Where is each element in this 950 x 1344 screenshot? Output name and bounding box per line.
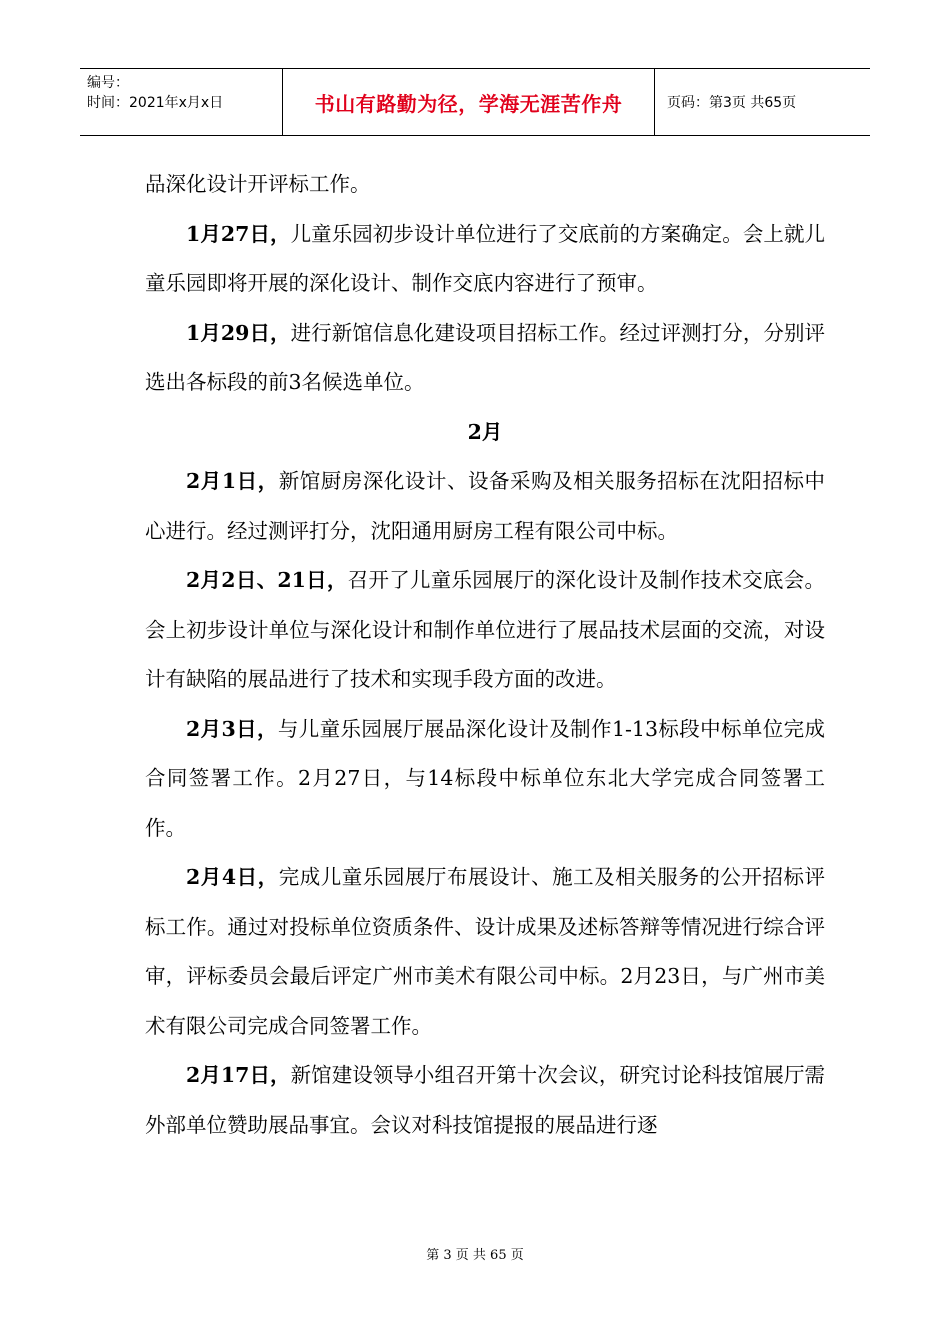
header-number-label: 编号： <box>87 75 129 91</box>
paragraph-feb-4 <box>145 853 825 1051</box>
header-time-label: 时间：2021年x月x日 <box>87 95 224 111</box>
continuation-paragraph: 品深化设计开评标工作。 <box>145 172 371 196</box>
paragraph-text: 召开了儿童乐园展厅的深化设计及制作技术交底会。会上初步设计单位与深化设计和制作单位进行了展品技术层面的交流，对设计有缺陷的展品进行了技术和实现手段方面的改进。 <box>145 568 826 691</box>
paragraph-feb-1 <box>145 457 825 556</box>
page-header <box>80 68 870 136</box>
month-heading: 2月 <box>467 419 503 444</box>
header-motto: 书山有路勤为径，学海无涯苦作舟 <box>283 69 655 135</box>
paragraph-date: 2月17日， <box>186 1063 291 1087</box>
paragraph-text: 与儿童乐园展厅展品深化设计及制作1-13标段中标单位完成合同签署工作。2月27日，与14标段中标单位东北大学完成合同签署工作。 <box>145 716 826 840</box>
header-meta <box>80 69 283 135</box>
paragraph-jan-27 <box>145 210 825 309</box>
paragraph-date: 1月29日， <box>186 320 291 345</box>
paragraph-date: 2月3日， <box>186 716 278 741</box>
paragraph-date: 1月27日， <box>186 221 291 246</box>
paragraph-feb-3 <box>145 705 825 854</box>
paragraph-date: 2月4日， <box>186 865 279 889</box>
page-footer: 第 3 页 共 65 页 <box>426 1248 524 1263</box>
paragraph-feb-2 <box>145 556 825 705</box>
paragraph-date: 2月1日， <box>186 469 279 493</box>
paragraph-text: 进行新馆信息化建设项目招标工作。经过评测打分，分别评选出各标段的前3名候选单位。 <box>145 320 825 394</box>
paragraph-date: 2月2日、21日， <box>186 568 348 592</box>
document-body <box>145 160 825 1150</box>
paragraph-jan-29 <box>145 309 825 408</box>
paragraph-feb-17 <box>145 1051 825 1150</box>
paragraph-text: 新馆建设领导小组召开第十次会议，研究讨论科技馆展厅需外部单位赞助展品事宜。会议对科技馆提报的展品进行逐 <box>145 1063 825 1137</box>
header-page-info: 页码：第3页 共65页 <box>667 95 797 111</box>
paragraph-text: 新馆厨房深化设计、设备采购及相关服务招标在沈阳招标中心进行。经过测评打分，沈阳通用厨房工程有限公司中标。 <box>145 469 826 543</box>
paragraph-text: 儿童乐园初步设计单位进行了交底前的方案确定。会上就儿童乐园即将开展的深化设计、制作交底内容进行了预审。 <box>145 221 825 295</box>
paragraph-text: 完成儿童乐园展厅布展设计、施工及相关服务的公开招标评标工作。通过对投标单位资质条件、设计成果及述标答辩等情况进行综合评审，评标委员会最后评定广州市美术有限公司中标。2月23日，与广州市美术有限公司完成合同签署工作。 <box>145 865 826 1038</box>
